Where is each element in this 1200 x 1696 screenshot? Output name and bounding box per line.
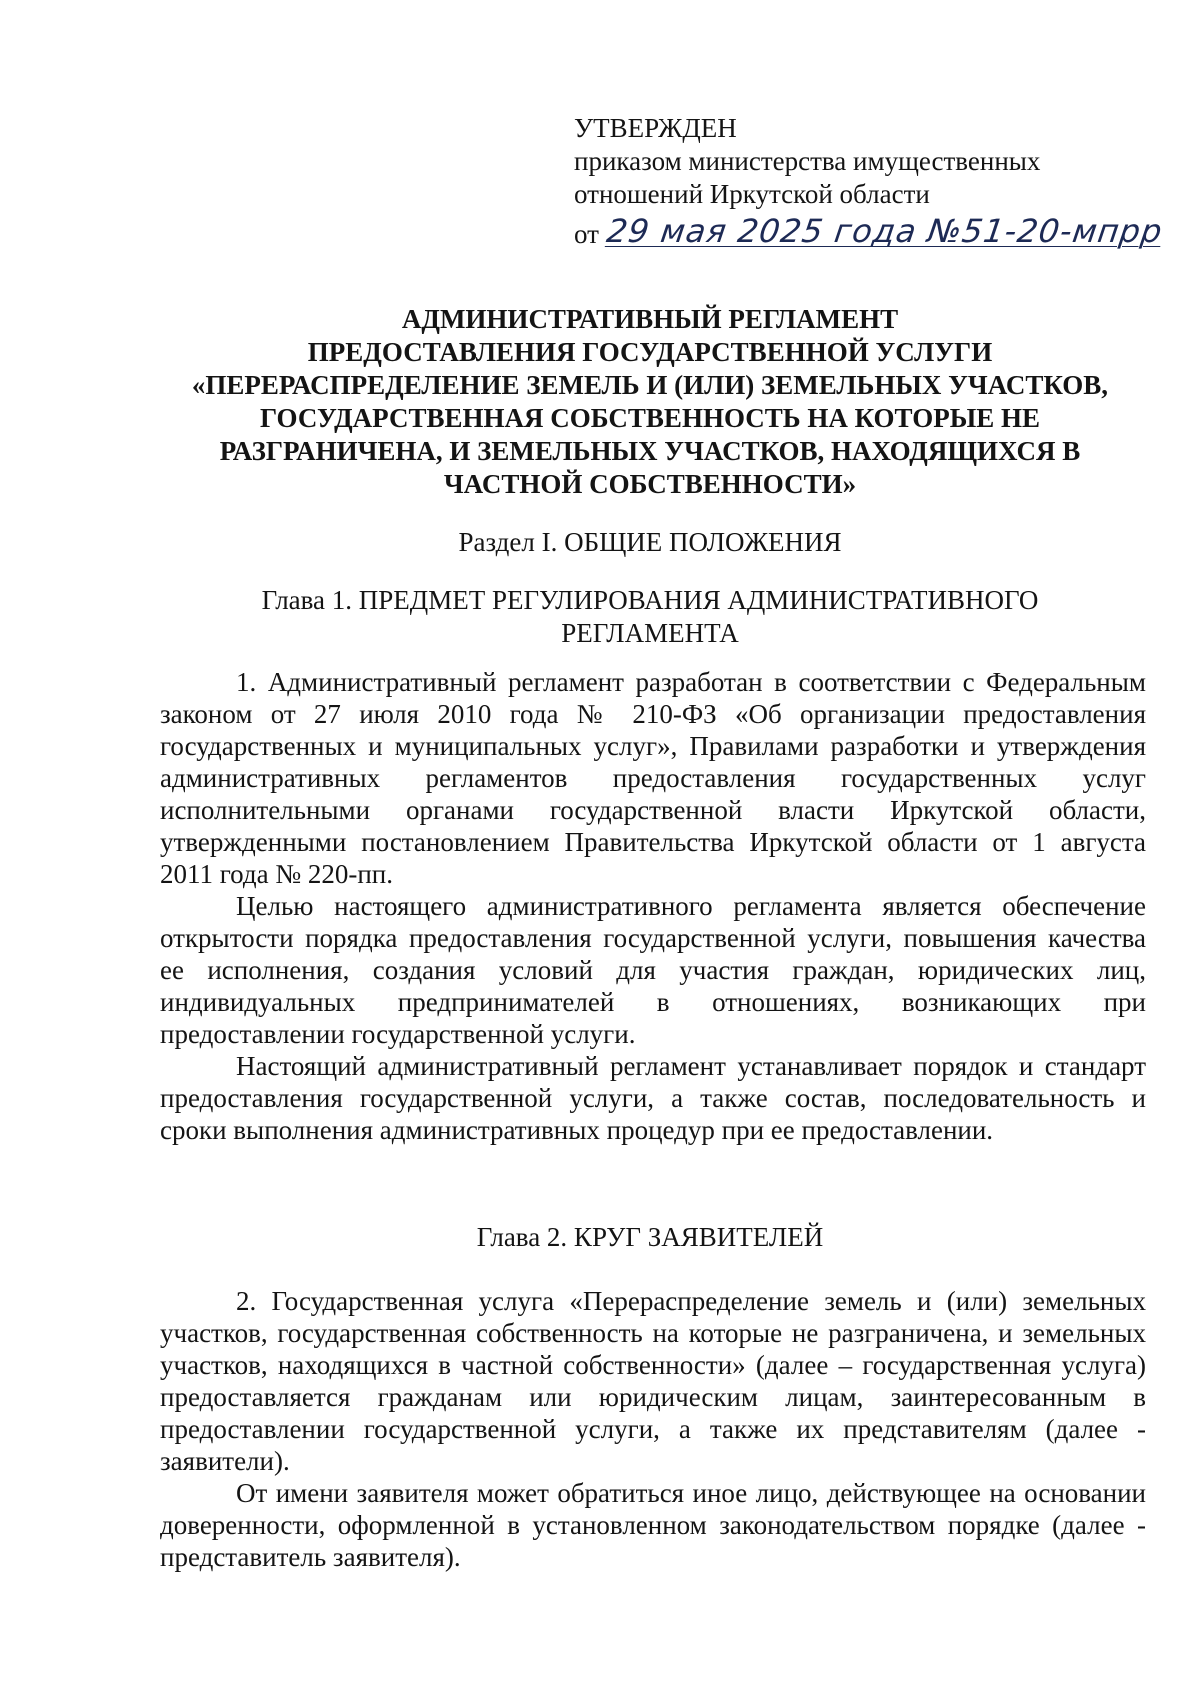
title-line: АДМИНИСТРАТИВНЫЙ РЕГЛАМЕНТ	[401, 304, 899, 334]
approval-order-line: приказом министерства имущественных	[574, 146, 1041, 176]
chapter-1-body	[160, 666, 1146, 1146]
handwritten-date-number: 29 мая 2025 года №51-20-мпрр	[604, 212, 1166, 250]
chapter-2-body	[160, 1285, 1146, 1573]
paragraph: 2. Государственная услуга «Перераспределение земель и (или) земельных участков, государственная собственность на которые не разграничена, и земельных участков, находящихся в частной собственности» (далее – государственная услуга) предоставляется гражданам или юридическим лицам, заинтересованным в предоставлении государственной услуги, а также их представителям (далее - заявители).	[160, 1286, 1146, 1476]
approval-date-line	[574, 211, 1166, 251]
paragraph: Целью настоящего административного регламента является обеспечение открытости порядка предоставления государственной услуги, повышения качества ее исполнения, создания условий для участия граждан, юридических лиц, индивидуальных предпринимателей в отношениях, возникающих при предоставлении государственной услуги.	[160, 891, 1146, 1049]
paragraph: 1. Административный регламент разработан в соответствии с Федеральным законом от 27 июля 2010 года № 210-ФЗ «Об организации предоставления государственных и муниципальных услуг», Правилами разработки и утверждения административных регламентов предоставления государственных услуг исполнительными органами государственной власти Иркутской области, утвержденными постановлением Правительства Иркутской области от 1 августа 2011 года № 220-пп.	[160, 667, 1146, 889]
title-line: ПРЕДОСТАВЛЕНИЯ ГОСУДАРСТВЕННОЙ УСЛУГИ	[307, 337, 993, 367]
approval-ministry-line: отношений Иркутской области	[574, 179, 930, 209]
section-heading: Раздел I. ОБЩИЕ ПОЛОЖЕНИЯ	[458, 527, 842, 557]
chapter-1-heading: Глава 1. ПРЕДМЕТ РЕГУЛИРОВАНИЯ АДМИНИСТРАТИВНОГО РЕГЛАМЕНТА	[261, 585, 1039, 648]
title-line: РАЗГРАНИЧЕНА, И ЗЕМЕЛЬНЫХ УЧАСТКОВ, НАХОДЯЩИХСЯ В	[219, 436, 1081, 466]
chapter-2-heading: Глава 2. КРУГ ЗАЯВИТЕЛЕЙ	[476, 1222, 824, 1252]
document-title	[160, 303, 1140, 501]
paragraph: Настоящий административный регламент устанавливает порядок и стандарт предоставления государственной услуги, а также состав, последовательность и сроки выполнения административных процедур при ее предоставлении.	[160, 1051, 1146, 1145]
approval-stamp	[574, 112, 1166, 251]
title-line: «ПЕРЕРАСПРЕДЕЛЕНИЕ ЗЕМЕЛЬ И (ИЛИ) ЗЕМЕЛЬНЫХ УЧАСТКОВ,	[191, 370, 1109, 400]
approval-heading: УТВЕРЖДЕН	[574, 113, 737, 143]
title-line: ГОСУДАРСТВЕННАЯ СОБСТВЕННОСТЬ НА КОТОРЫЕ НЕ	[260, 403, 1040, 433]
paragraph: От имени заявителя может обратиться иное лицо, действующее на основании доверенности, оформленной в установленном законодательством порядке (далее - представитель заявителя).	[160, 1478, 1146, 1572]
date-prefix: от	[574, 219, 599, 249]
title-line: ЧАСТНОЙ СОБСТВЕННОСТИ»	[443, 469, 857, 499]
